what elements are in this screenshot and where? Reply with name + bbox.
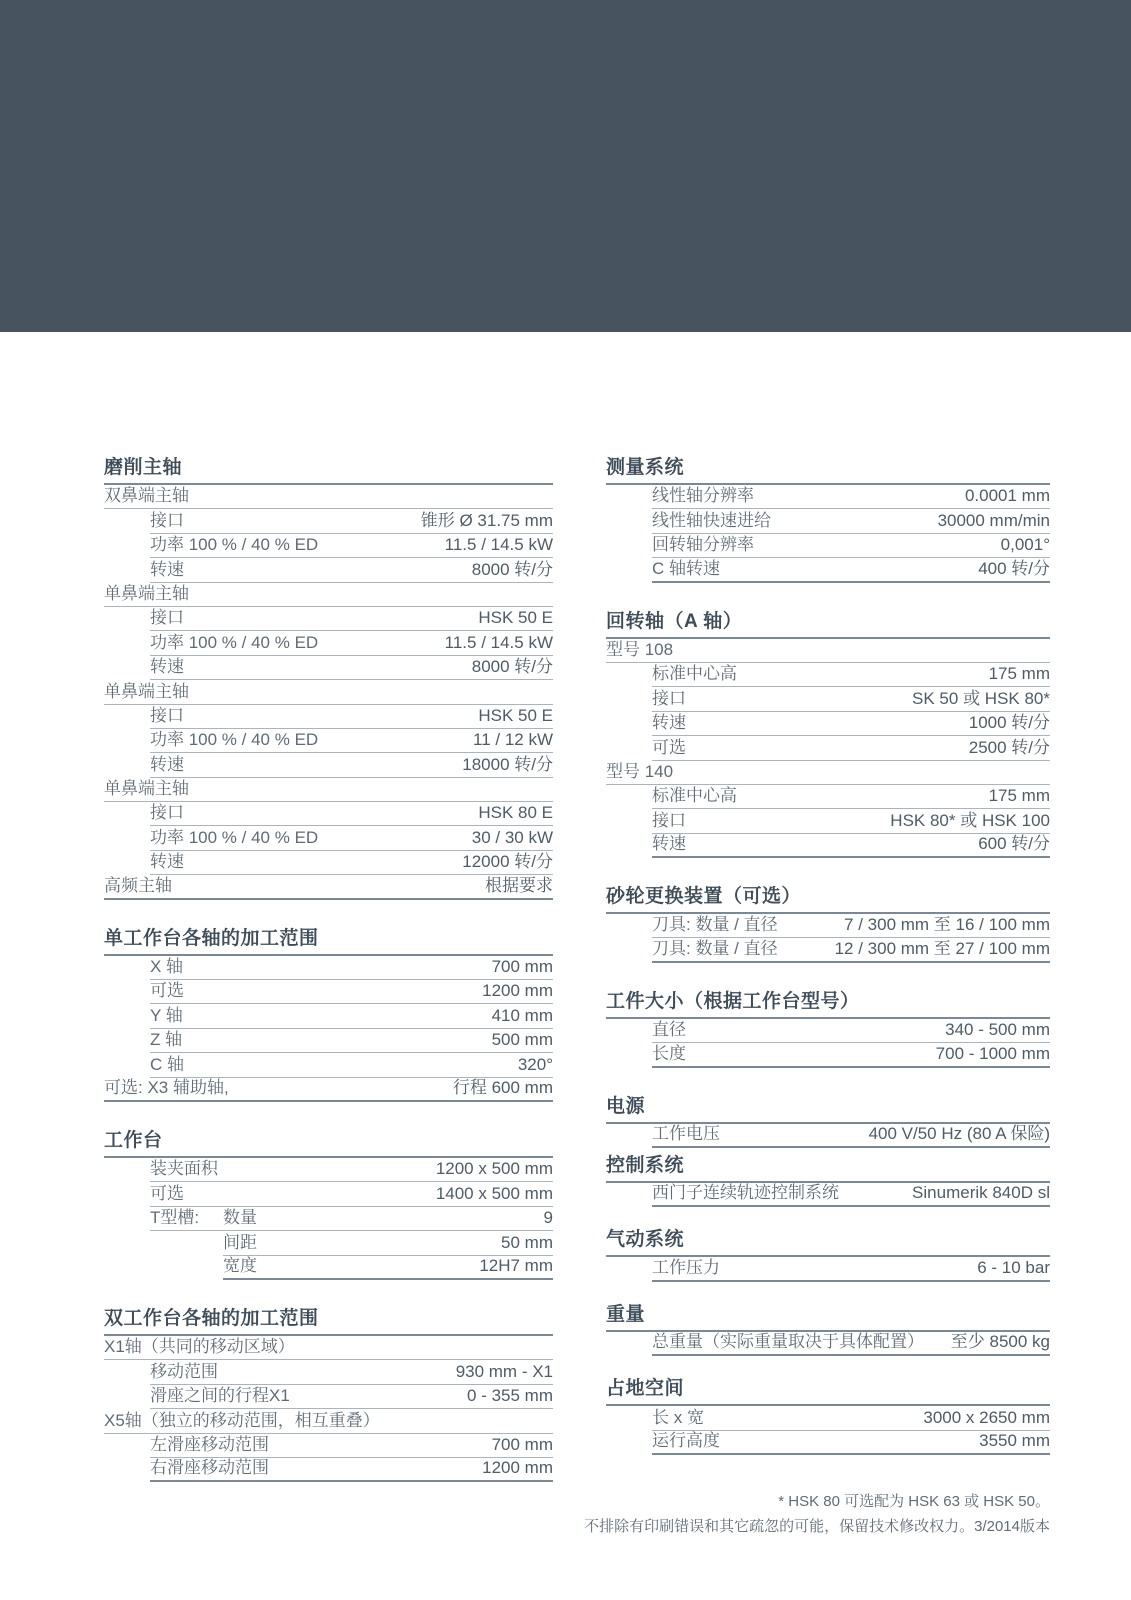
spec-row <box>606 761 1050 785</box>
row-label: 单鼻端主轴 <box>104 779 189 799</box>
row-label: 转速 <box>150 852 184 872</box>
section-title: 重量 <box>606 1300 1050 1332</box>
row-value: 12 / 300 mm 至 27 / 100 mm <box>834 938 1050 958</box>
row-label: 转速 <box>652 713 686 733</box>
row-label: 单鼻端主轴 <box>104 583 189 603</box>
spec-section <box>606 1092 1050 1148</box>
spec-row <box>104 1078 553 1102</box>
row-label: 刀具: 数量 / 直径 <box>652 938 778 958</box>
row-value: 0,001° <box>1000 535 1050 555</box>
spec-row <box>104 583 553 607</box>
spec-row <box>150 607 553 631</box>
spec-row <box>652 485 1050 509</box>
row-label: 转速 <box>652 834 686 854</box>
spec-row <box>150 534 553 558</box>
row-label: 功率 100 % / 40 % ED <box>150 730 319 750</box>
spec-section <box>606 1374 1050 1455</box>
row-value: 410 mm <box>491 1005 553 1025</box>
spec-row <box>150 631 553 655</box>
row-value: HSK 50 E <box>478 705 553 725</box>
row-label: 工作压力 <box>652 1257 720 1277</box>
row-value: 700 - 1000 mm <box>935 1043 1050 1063</box>
row-label: X5轴（独立的移动范围，相互重叠） <box>104 1410 380 1430</box>
row-value: 6 - 10 bar <box>977 1257 1050 1277</box>
row-value: 340 - 500 mm <box>945 1020 1050 1040</box>
spec-row <box>104 680 553 704</box>
spec-row <box>652 1257 1050 1281</box>
spec-section <box>606 987 1050 1068</box>
spec-row <box>150 1182 553 1206</box>
row-value: 0.0001 mm <box>964 486 1050 506</box>
section-title: 工作台 <box>104 1126 553 1158</box>
row-value: 600 转/分 <box>978 834 1050 854</box>
row-label: 型号 108 <box>606 639 674 659</box>
row-value: 1200 mm <box>482 981 553 1001</box>
row-value: 7 / 300 mm 至 16 / 100 mm <box>844 915 1050 935</box>
row-value: 12H7 mm <box>479 1255 553 1275</box>
spec-row <box>150 1207 553 1231</box>
spec-column-right <box>606 453 1050 1482</box>
spec-row <box>150 705 553 729</box>
section-title: 工件大小（根据工作台型号） <box>606 987 1050 1019</box>
spec-row <box>150 956 553 980</box>
row-value: 9 <box>543 1208 553 1228</box>
spec-section <box>104 1304 553 1482</box>
spec-section <box>606 1300 1050 1356</box>
row-value: 700 mm <box>491 957 553 977</box>
row-value: 320° <box>517 1054 553 1074</box>
row-value: SK 50 或 HSK 80* <box>912 688 1050 708</box>
spec-row <box>150 1458 553 1482</box>
spec-row <box>150 1360 553 1384</box>
row-value: 11 / 12 kW <box>473 730 553 750</box>
spec-row <box>150 1434 553 1458</box>
spec-row <box>104 485 553 509</box>
spec-row <box>150 729 553 753</box>
spec-section <box>104 924 553 1102</box>
footnote-hsk-option: * HSK 80 可选配为 HSK 63 或 HSK 50。 <box>778 1493 1050 1510</box>
row-value: 11.5 / 14.5 kW <box>444 632 553 652</box>
hero-banner <box>0 0 1131 332</box>
spec-section <box>104 1126 553 1280</box>
row-label: 接口 <box>652 688 686 708</box>
row-value: 1400 x 500 mm <box>435 1183 553 1203</box>
footnote-disclaimer: 不排除有印刷错误和其它疏忽的可能，保留技术修改权力。3/2014版本 <box>584 1518 1050 1535</box>
row-value: 锥形 Ø 31.75 mm <box>420 510 553 530</box>
row-value: 12000 转/分 <box>462 852 553 872</box>
spec-row <box>652 809 1050 833</box>
spec-row <box>652 736 1050 760</box>
spec-section <box>104 453 553 900</box>
row-label: 高频主轴 <box>104 875 172 895</box>
row-value: 至少 8500 kg <box>950 1332 1050 1352</box>
row-value: 行程 600 mm <box>452 1077 553 1097</box>
row-value: 400 转/分 <box>978 558 1050 578</box>
row-label: 双鼻端主轴 <box>104 486 189 506</box>
footnotes <box>410 1489 1050 1539</box>
row-value: 0 - 355 mm <box>467 1386 553 1406</box>
spec-row <box>150 1158 553 1182</box>
spec-row <box>150 1029 553 1053</box>
row-label: 刀具: 数量 / 直径 <box>652 915 778 935</box>
spec-row <box>150 656 553 680</box>
spec-section <box>606 882 1050 963</box>
row-label: 线性轴分辨率 <box>652 486 754 506</box>
row-label: 接口 <box>150 803 184 823</box>
section-title: 气动系统 <box>606 1225 1050 1257</box>
row-value: Sinumerik 840D sl <box>912 1183 1050 1203</box>
section-title: 双工作台各轴的加工范围 <box>104 1304 553 1336</box>
row-label: 功率 100 % / 40 % ED <box>150 632 319 652</box>
row-label: X1轴（共同的移动区域） <box>104 1337 295 1357</box>
section-title: 占地空间 <box>606 1374 1050 1406</box>
row-value: HSK 50 E <box>478 608 553 628</box>
row-label: 直径 <box>652 1020 686 1040</box>
row-label: X 轴 <box>150 957 184 977</box>
spec-row <box>104 1409 553 1433</box>
row-label: 宽度 <box>223 1255 257 1275</box>
row-label: 长度 <box>652 1043 686 1063</box>
row-label: 间距 <box>223 1232 257 1252</box>
row-value: 8000 转/分 <box>471 559 553 579</box>
row-value: HSK 80 E <box>478 803 553 823</box>
spec-row <box>652 834 1050 858</box>
spec-row <box>150 1385 553 1409</box>
row-label: 转速 <box>150 559 184 579</box>
row-label: 可选: X3 辅助轴, <box>104 1077 229 1097</box>
spec-row <box>150 980 553 1004</box>
spec-row <box>150 509 553 533</box>
row-label: 左滑座移动范围 <box>150 1434 269 1454</box>
spec-row <box>652 509 1050 533</box>
spec-row <box>150 558 553 582</box>
row-label: 功率 100 % / 40 % ED <box>150 827 319 847</box>
row-label: 装夹面积 <box>150 1159 218 1179</box>
spec-row <box>150 1004 553 1028</box>
row-value: 175 mm <box>988 786 1050 806</box>
spec-row <box>150 802 553 826</box>
row-label: 回转轴分辨率 <box>652 535 754 555</box>
row-value: 3000 x 2650 mm <box>923 1407 1050 1427</box>
row-label: 西门子连续轨迹控制系统 <box>652 1183 839 1203</box>
spec-row <box>652 1431 1050 1455</box>
spec-row <box>104 778 553 802</box>
row-label: T型槽: <box>150 1208 200 1228</box>
spec-row <box>104 1336 553 1360</box>
row-value: 2500 转/分 <box>968 737 1050 757</box>
row-value: 8000 转/分 <box>471 657 553 677</box>
spec-row <box>652 663 1050 687</box>
spec-row <box>652 534 1050 558</box>
section-title: 电源 <box>606 1092 1050 1124</box>
section-title: 磨削主轴 <box>104 453 553 485</box>
row-value: 3550 mm <box>979 1430 1050 1450</box>
row-sublabel: 数量 <box>223 1208 257 1228</box>
row-value: 400 V/50 Hz (80 A 保险) <box>868 1124 1050 1144</box>
spec-row <box>150 1053 553 1077</box>
row-label: 长 x 宽 <box>652 1407 704 1427</box>
spec-row <box>652 1019 1050 1043</box>
spec-section <box>606 607 1050 859</box>
row-label: 运行高度 <box>652 1430 720 1450</box>
row-label: 功率 100 % / 40 % ED <box>150 535 319 555</box>
row-label: 标准中心高 <box>652 664 737 684</box>
spec-row <box>223 1256 553 1280</box>
row-value: 500 mm <box>491 1030 553 1050</box>
row-label: 接口 <box>150 510 184 530</box>
spec-row <box>223 1231 553 1255</box>
row-value: 175 mm <box>988 664 1050 684</box>
row-value: 50 mm <box>501 1232 553 1252</box>
row-label: 单鼻端主轴 <box>104 681 189 701</box>
row-value: 30000 mm/min <box>937 510 1050 530</box>
row-label: 型号 140 <box>606 761 674 781</box>
row-label: C 轴转速 <box>652 558 720 578</box>
row-value: 30 / 30 kW <box>471 827 553 847</box>
spec-section <box>606 453 1050 583</box>
spec-row <box>652 1124 1050 1148</box>
row-label: 工作电压 <box>652 1124 720 1144</box>
row-value: 11.5 / 14.5 kW <box>444 535 553 555</box>
row-label: 接口 <box>652 810 686 830</box>
spec-row <box>652 914 1050 938</box>
row-value: 1000 转/分 <box>968 713 1050 733</box>
section-title: 回转轴（A 轴） <box>606 607 1050 639</box>
row-label: 接口 <box>150 608 184 628</box>
row-value: 1200 x 500 mm <box>435 1159 553 1179</box>
row-label: 总重量（实际重量取决于具体配置） <box>652 1332 924 1352</box>
row-label: 可选 <box>150 1183 184 1203</box>
spec-row <box>652 1183 1050 1207</box>
section-title: 单工作台各轴的加工范围 <box>104 924 553 956</box>
spec-row <box>652 558 1050 582</box>
spec-section <box>606 1225 1050 1281</box>
row-label: 右滑座移动范围 <box>150 1458 269 1478</box>
spec-row <box>652 1406 1050 1430</box>
row-value: 18000 转/分 <box>462 754 553 774</box>
spec-row <box>652 687 1050 711</box>
section-title: 控制系统 <box>606 1151 1050 1183</box>
row-value: HSK 80* 或 HSK 100 <box>890 810 1050 830</box>
spec-row <box>652 938 1050 962</box>
row-value: 根据要求 <box>485 875 553 895</box>
spec-row <box>606 639 1050 663</box>
spec-row <box>150 826 553 850</box>
row-label: C 轴 <box>150 1054 184 1074</box>
row-value: 700 mm <box>491 1434 553 1454</box>
row-label: 移动范围 <box>150 1361 218 1381</box>
spec-content <box>104 453 1050 1482</box>
row-label: Z 轴 <box>150 1030 183 1050</box>
spec-row <box>104 875 553 899</box>
spec-row <box>150 753 553 777</box>
section-title: 砂轮更换装置（可选） <box>606 882 1050 914</box>
spec-column-left <box>104 453 553 1482</box>
spec-row <box>652 785 1050 809</box>
row-label: 线性轴快速进给 <box>652 510 771 530</box>
row-label: 可选 <box>652 737 686 757</box>
row-label: 滑座之间的行程X1 <box>150 1386 290 1406</box>
spec-row <box>652 712 1050 736</box>
spec-row <box>150 851 553 875</box>
row-value: 930 mm - X1 <box>455 1361 553 1381</box>
section-title: 测量系统 <box>606 453 1050 485</box>
row-label: 可选 <box>150 981 184 1001</box>
row-label: 标准中心高 <box>652 786 737 806</box>
row-label: 转速 <box>150 754 184 774</box>
spec-row <box>652 1332 1050 1356</box>
row-label: 转速 <box>150 657 184 677</box>
spec-row <box>652 1043 1050 1067</box>
spec-section <box>606 1151 1050 1207</box>
row-label: 接口 <box>150 705 184 725</box>
row-label: Y 轴 <box>150 1005 183 1025</box>
row-value: 1200 mm <box>482 1458 553 1478</box>
